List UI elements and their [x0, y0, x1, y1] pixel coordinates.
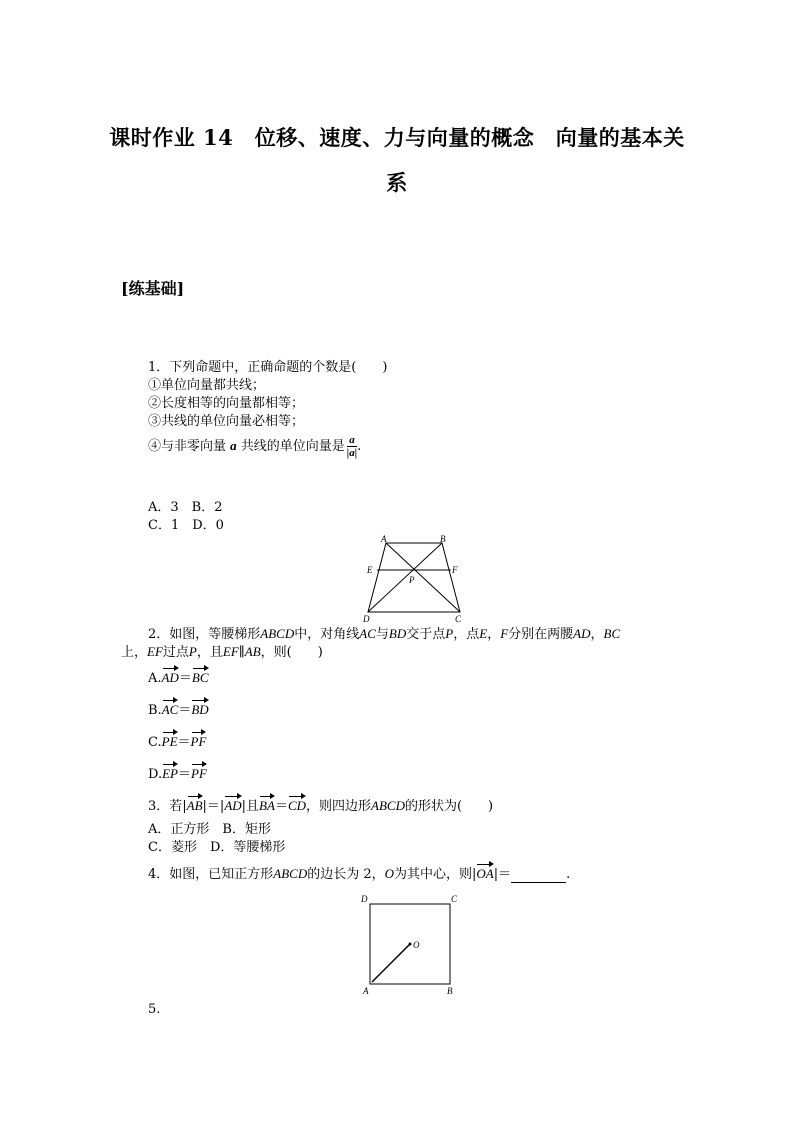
option-label: B.: [148, 703, 162, 718]
diagonal-ac: [386, 543, 460, 612]
section-heading: [练基础]: [121, 279, 185, 298]
q3-options-row1: A．正方形 B．矩形: [148, 822, 271, 837]
q4-text: 为其中心，则|: [394, 867, 477, 882]
page-title-line1: 课时作业 14 位移、速度、力与向量的概念 向量的基本关: [109, 125, 685, 150]
vector-ac: AC: [161, 702, 179, 717]
vector-pe: PE: [161, 734, 178, 749]
q2-option-c: [148, 734, 206, 751]
label-o: O: [413, 940, 420, 950]
q2-text: 交于点: [406, 627, 446, 642]
q4-text: 4．如图，已知正方形: [148, 867, 274, 882]
equals-sign: ＝: [274, 799, 288, 814]
q2-ad: AD: [573, 626, 591, 641]
vector-ad: AD: [161, 670, 179, 685]
q2-text: ，: [487, 627, 501, 642]
q2-bd: BD: [388, 626, 407, 641]
vector-oa: OA: [476, 866, 494, 881]
q1-options-row2: C．1 D．0: [148, 518, 224, 533]
vector-oa-line: [372, 944, 410, 982]
label-f: F: [452, 565, 458, 575]
q2-e: E: [479, 626, 488, 641]
q2-option-d: [148, 766, 207, 783]
label-a: A: [363, 986, 369, 996]
vector-cd: CD: [287, 798, 307, 813]
label-p: P: [409, 575, 415, 585]
q3-abcd: ABCD: [371, 798, 405, 813]
equals-sign: ＝: [178, 671, 192, 686]
q2-text: ，且: [196, 645, 223, 660]
vector-pf: PF: [191, 766, 207, 781]
trapezoid-figure: [358, 534, 468, 624]
q3-text: |＝|: [202, 799, 225, 814]
q3-stem: [148, 798, 493, 815]
q2-text: 中，对角线: [294, 627, 360, 642]
q2-text: ，: [590, 627, 604, 642]
square-figure: [358, 890, 468, 1000]
page-title-line2: 系: [386, 170, 408, 195]
q1-s4-end: .: [357, 439, 362, 454]
vector-bd: BD: [191, 702, 209, 717]
q1-fraction-denominator: |a|: [346, 447, 358, 459]
diagonal-bd: [368, 543, 442, 612]
label-b: B: [447, 986, 453, 996]
q1-stem: 1．下列命题中，正确命题的个数是( ): [148, 360, 388, 375]
q2-text: 过点: [162, 645, 189, 660]
label-c: C: [455, 614, 462, 624]
q2-stem-line2: [121, 644, 323, 661]
q2-f: F: [500, 626, 509, 641]
equals-sign: ＝: [177, 735, 191, 750]
option-label: D.: [148, 767, 163, 782]
q1-options-row1: A．3 B．2: [148, 500, 223, 515]
label-d: D: [363, 614, 370, 624]
q2-parallel: EF∥AB: [222, 644, 261, 659]
q3-text: 3．若|: [148, 799, 187, 814]
q2-ef: EF: [147, 644, 163, 659]
q2-bc: BC: [603, 626, 621, 641]
q3-text: 的形状为( ): [404, 799, 494, 814]
q5-number: 5.: [148, 1002, 161, 1017]
vector-bc: BC: [191, 670, 209, 685]
vector-pf: PF: [190, 734, 207, 749]
q4-text: |＝: [493, 867, 512, 882]
q1-s4-var: a: [230, 438, 237, 453]
q3-text: ，则四边形: [306, 799, 372, 814]
q2-stem-line1: [148, 626, 620, 643]
q2-text: 与: [375, 627, 389, 642]
vector-ep: EP: [162, 766, 178, 781]
label-a: A: [381, 534, 387, 544]
label-e: E: [367, 565, 373, 575]
q4-stem: [148, 866, 570, 883]
q1-statement-4: [148, 434, 361, 459]
vector-ba: BA: [259, 798, 275, 813]
center-point: [409, 943, 412, 946]
q2-p: P: [188, 644, 197, 659]
q2-text: ，点: [453, 627, 480, 642]
q2-option-a: [148, 670, 209, 687]
q1-statement-3: ③共线的单位向量必相等；: [148, 414, 305, 429]
label-d: D: [361, 894, 368, 904]
q1-fraction: [347, 434, 357, 459]
vector-ab: AB: [186, 798, 203, 813]
q2-text: ，则( ): [260, 645, 323, 660]
option-label: A.: [148, 671, 162, 686]
q1-statement-1: ①单位向量都共线；: [148, 378, 266, 393]
q2-ac: AC: [359, 626, 376, 641]
equals-sign: ＝: [178, 703, 192, 718]
answer-blank[interactable]: [511, 870, 566, 883]
label-b: B: [440, 534, 446, 544]
q4-abcd: ABCD: [273, 866, 308, 881]
q1-s4-post: 共线的单位向量是: [236, 439, 345, 454]
q3-options-row2: C．菱形 D．等腰梯形: [148, 840, 286, 855]
q2-text: 如图，等腰梯形: [169, 627, 261, 642]
q4-text: .: [566, 867, 571, 882]
q2-number: 2．: [148, 627, 170, 642]
option-label: C.: [148, 735, 162, 750]
q3-text: |且: [241, 799, 260, 814]
q1-statement-2: ②长度相等的向量都相等；: [148, 396, 305, 411]
q2-option-b: [148, 702, 209, 719]
equals-sign: ＝: [177, 767, 191, 782]
label-c: C: [451, 894, 458, 904]
q1-fraction-numerator: a: [347, 434, 357, 447]
q2-text: 上，: [121, 645, 148, 660]
vector-ad: AD: [224, 798, 242, 813]
q4-text: 的边长为 2，: [307, 867, 385, 882]
q2-text: 分别在两腰: [508, 627, 574, 642]
q2-abcd: ABCD: [260, 626, 295, 641]
q2-p: P: [445, 626, 454, 641]
q4-o: O: [384, 866, 395, 881]
q1-s4-pre: ④与非零向量: [148, 439, 231, 454]
